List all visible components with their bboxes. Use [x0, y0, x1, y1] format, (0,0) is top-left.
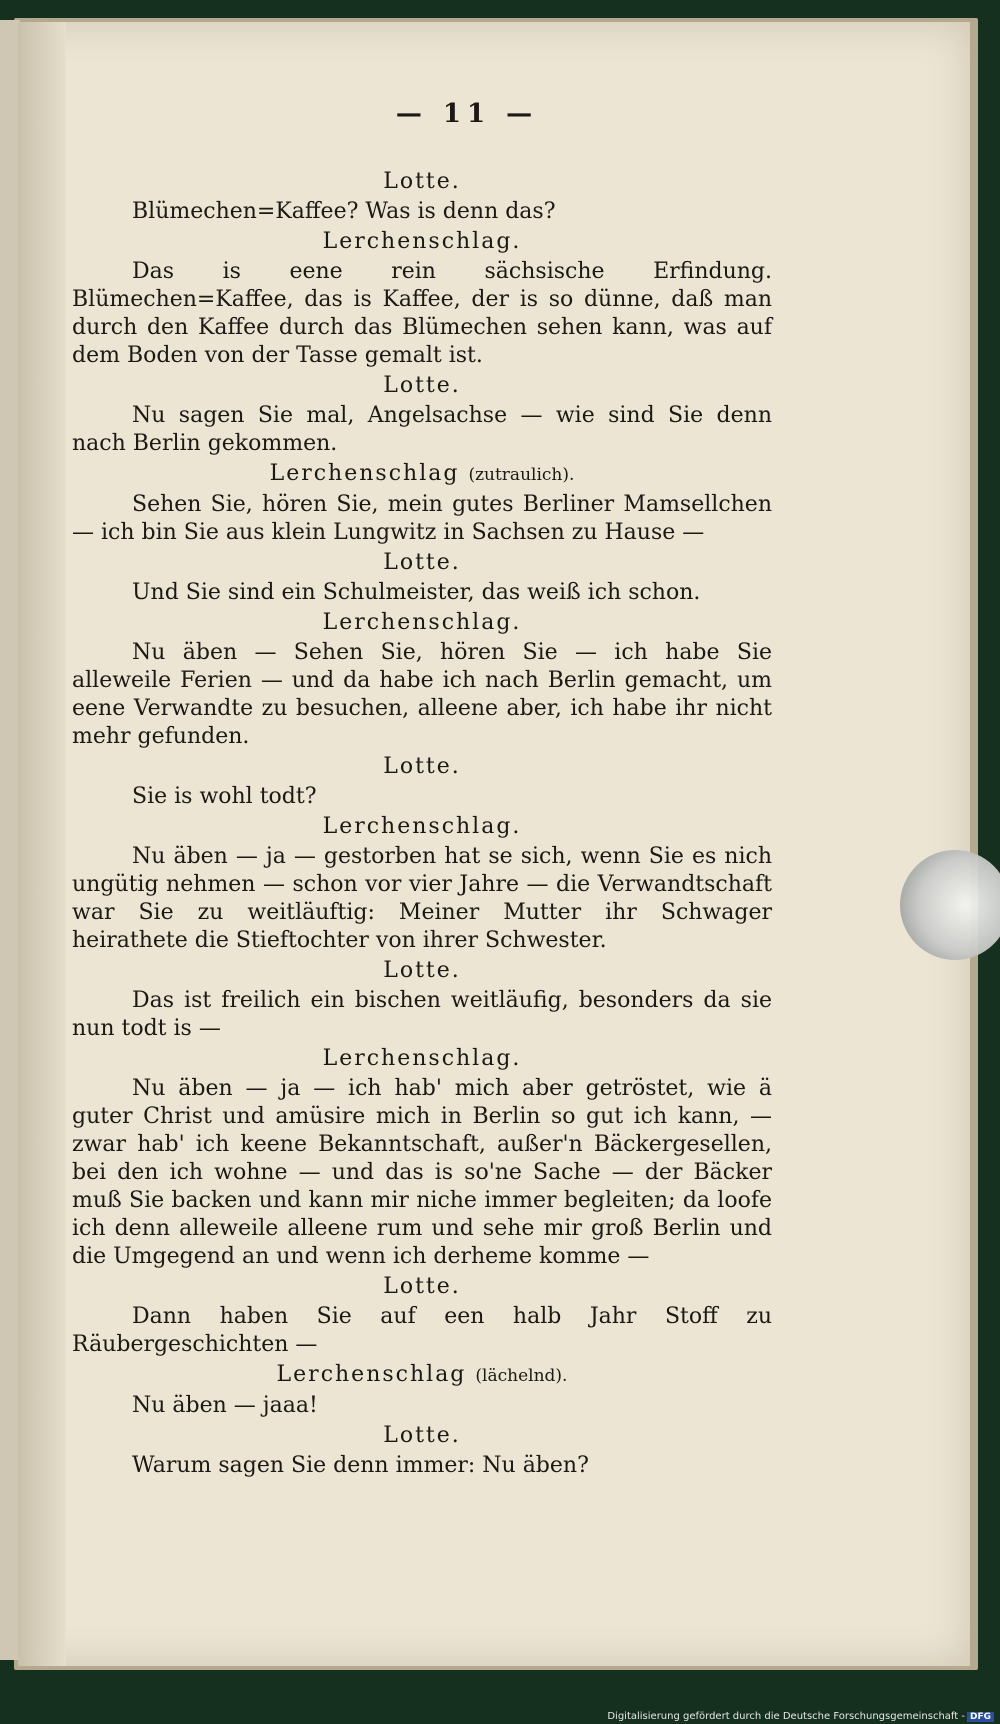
speaker-label: Lerchenschlag — [276, 1362, 467, 1387]
speaker-name — [72, 753, 772, 781]
dialogue-line: Nu äben — ja — ich hab' mich aber getröstet, wie ä guter Christ und amüsire mich in Berlin so gut ich kann, — zwar hab' ich keene Bekanntschaft, außer'n Bäckergesellen, bei den ich wohne — und das is so'ne Sache — der Bäcker muß Sie backen und kann mir niche immer begleiten; da loofe ich denn alleweile alleene rum und sehe mir groß Berlin und die Umgegend an und wenn ich derheme komme — — [72, 1076, 772, 1269]
dialogue-line: Blümechen=Kaffee? Was is denn das? — [132, 199, 556, 224]
page-gutter — [18, 22, 66, 1666]
speaker-name — [72, 1045, 772, 1073]
speaker-name — [72, 957, 772, 985]
speaker-name — [72, 813, 772, 841]
dialogue-line: Sie is wohl todt? — [132, 784, 317, 809]
dialogue — [72, 168, 772, 1480]
speaker-name — [72, 168, 772, 196]
page-clip — [900, 850, 1000, 960]
dialogue-line: Nu sagen Sie mal, Angelsachse — wie sind Sie denn nach Berlin gekommen. — [72, 403, 772, 456]
dfg-logo: DFG — [967, 1712, 994, 1722]
speaker-name — [72, 609, 772, 637]
speaker-label: Lotte. — [383, 550, 461, 575]
speaker-label: Lotte. — [383, 958, 461, 983]
footer — [607, 1711, 994, 1722]
dialogue-line: Nu äben — ja — gestorben hat se sich, wenn Sie es nich ungütig nehmen — schon vor vier Jahre — die Verwandtschaft war Sie zu weitläuftig: Meiner Mutter ihr Schwager heirathete die Stieftochter von ihrer Schwester. — [72, 844, 772, 953]
speaker-name — [72, 228, 772, 256]
speaker-label: Lerchenschlag. — [322, 229, 522, 254]
speaker-name — [72, 1361, 772, 1390]
speaker-label: Lotte. — [383, 754, 461, 779]
speaker-name — [72, 1273, 772, 1301]
stage-direction: (zutraulich). — [468, 465, 575, 485]
footer-credit: Digitalisierung gefördert durch die Deutsche Forschungsgemeinschaft - — [607, 1711, 965, 1722]
speaker-label: Lerchenschlag. — [322, 610, 522, 635]
speaker-name — [72, 1422, 772, 1450]
page-number: — 11 — — [395, 99, 539, 129]
dialogue-line: Dann haben Sie auf een halb Jahr Stoff zu Räubergeschichten — — [72, 1304, 772, 1357]
dialogue-line: Und Sie sind ein Schulmeister, das weiß ich schon. — [132, 580, 701, 605]
speaker-name — [72, 372, 772, 400]
dialogue-line: Sehen Sie, hören Sie, mein gutes Berliner Mamsellchen — ich bin Sie aus klein Lungwitz in Sachsen zu Hause — — [72, 492, 772, 545]
dialogue-line: Nu äben — jaaa! — [132, 1393, 318, 1418]
dialogue-line: Das ist freilich ein bischen weitläufig, besonders da sie nun todt is — — [72, 988, 772, 1041]
speaker-label: Lerchenschlag. — [322, 814, 522, 839]
binding-strip — [0, 20, 20, 1660]
speaker-label: Lerchenschlag. — [322, 1046, 522, 1071]
dialogue-line: Nu äben — Sehen Sie, hören Sie — ich habe Sie alleweile Ferien — und da habe ich nach Berlin gemacht, um eene Verwandte zu besuchen, alleene aber, ich habe ihr nicht mehr gefunden. — [72, 640, 772, 749]
dialogue-line: Das is eene rein sächsische Erfindung. Blümechen=Kaffee, das is Kaffee, der is so dünne, daß man durch den Kaffee durch das Blümechen sehen kann, was auf dem Boden von der Tasse gemalt ist. — [72, 259, 772, 368]
speaker-label: Lotte. — [383, 1274, 461, 1299]
speaker-label: Lotte. — [383, 373, 461, 398]
speaker-name — [72, 549, 772, 577]
speaker-label: Lerchenschlag — [269, 461, 460, 486]
speaker-name — [72, 460, 772, 489]
stage-direction: (lächelnd). — [475, 1366, 568, 1386]
page-text — [72, 100, 772, 1480]
dialogue-line: Warum sagen Sie denn immer: Nu äben? — [132, 1453, 589, 1478]
speaker-label: Lotte. — [383, 169, 461, 194]
speaker-label: Lotte. — [383, 1423, 461, 1448]
